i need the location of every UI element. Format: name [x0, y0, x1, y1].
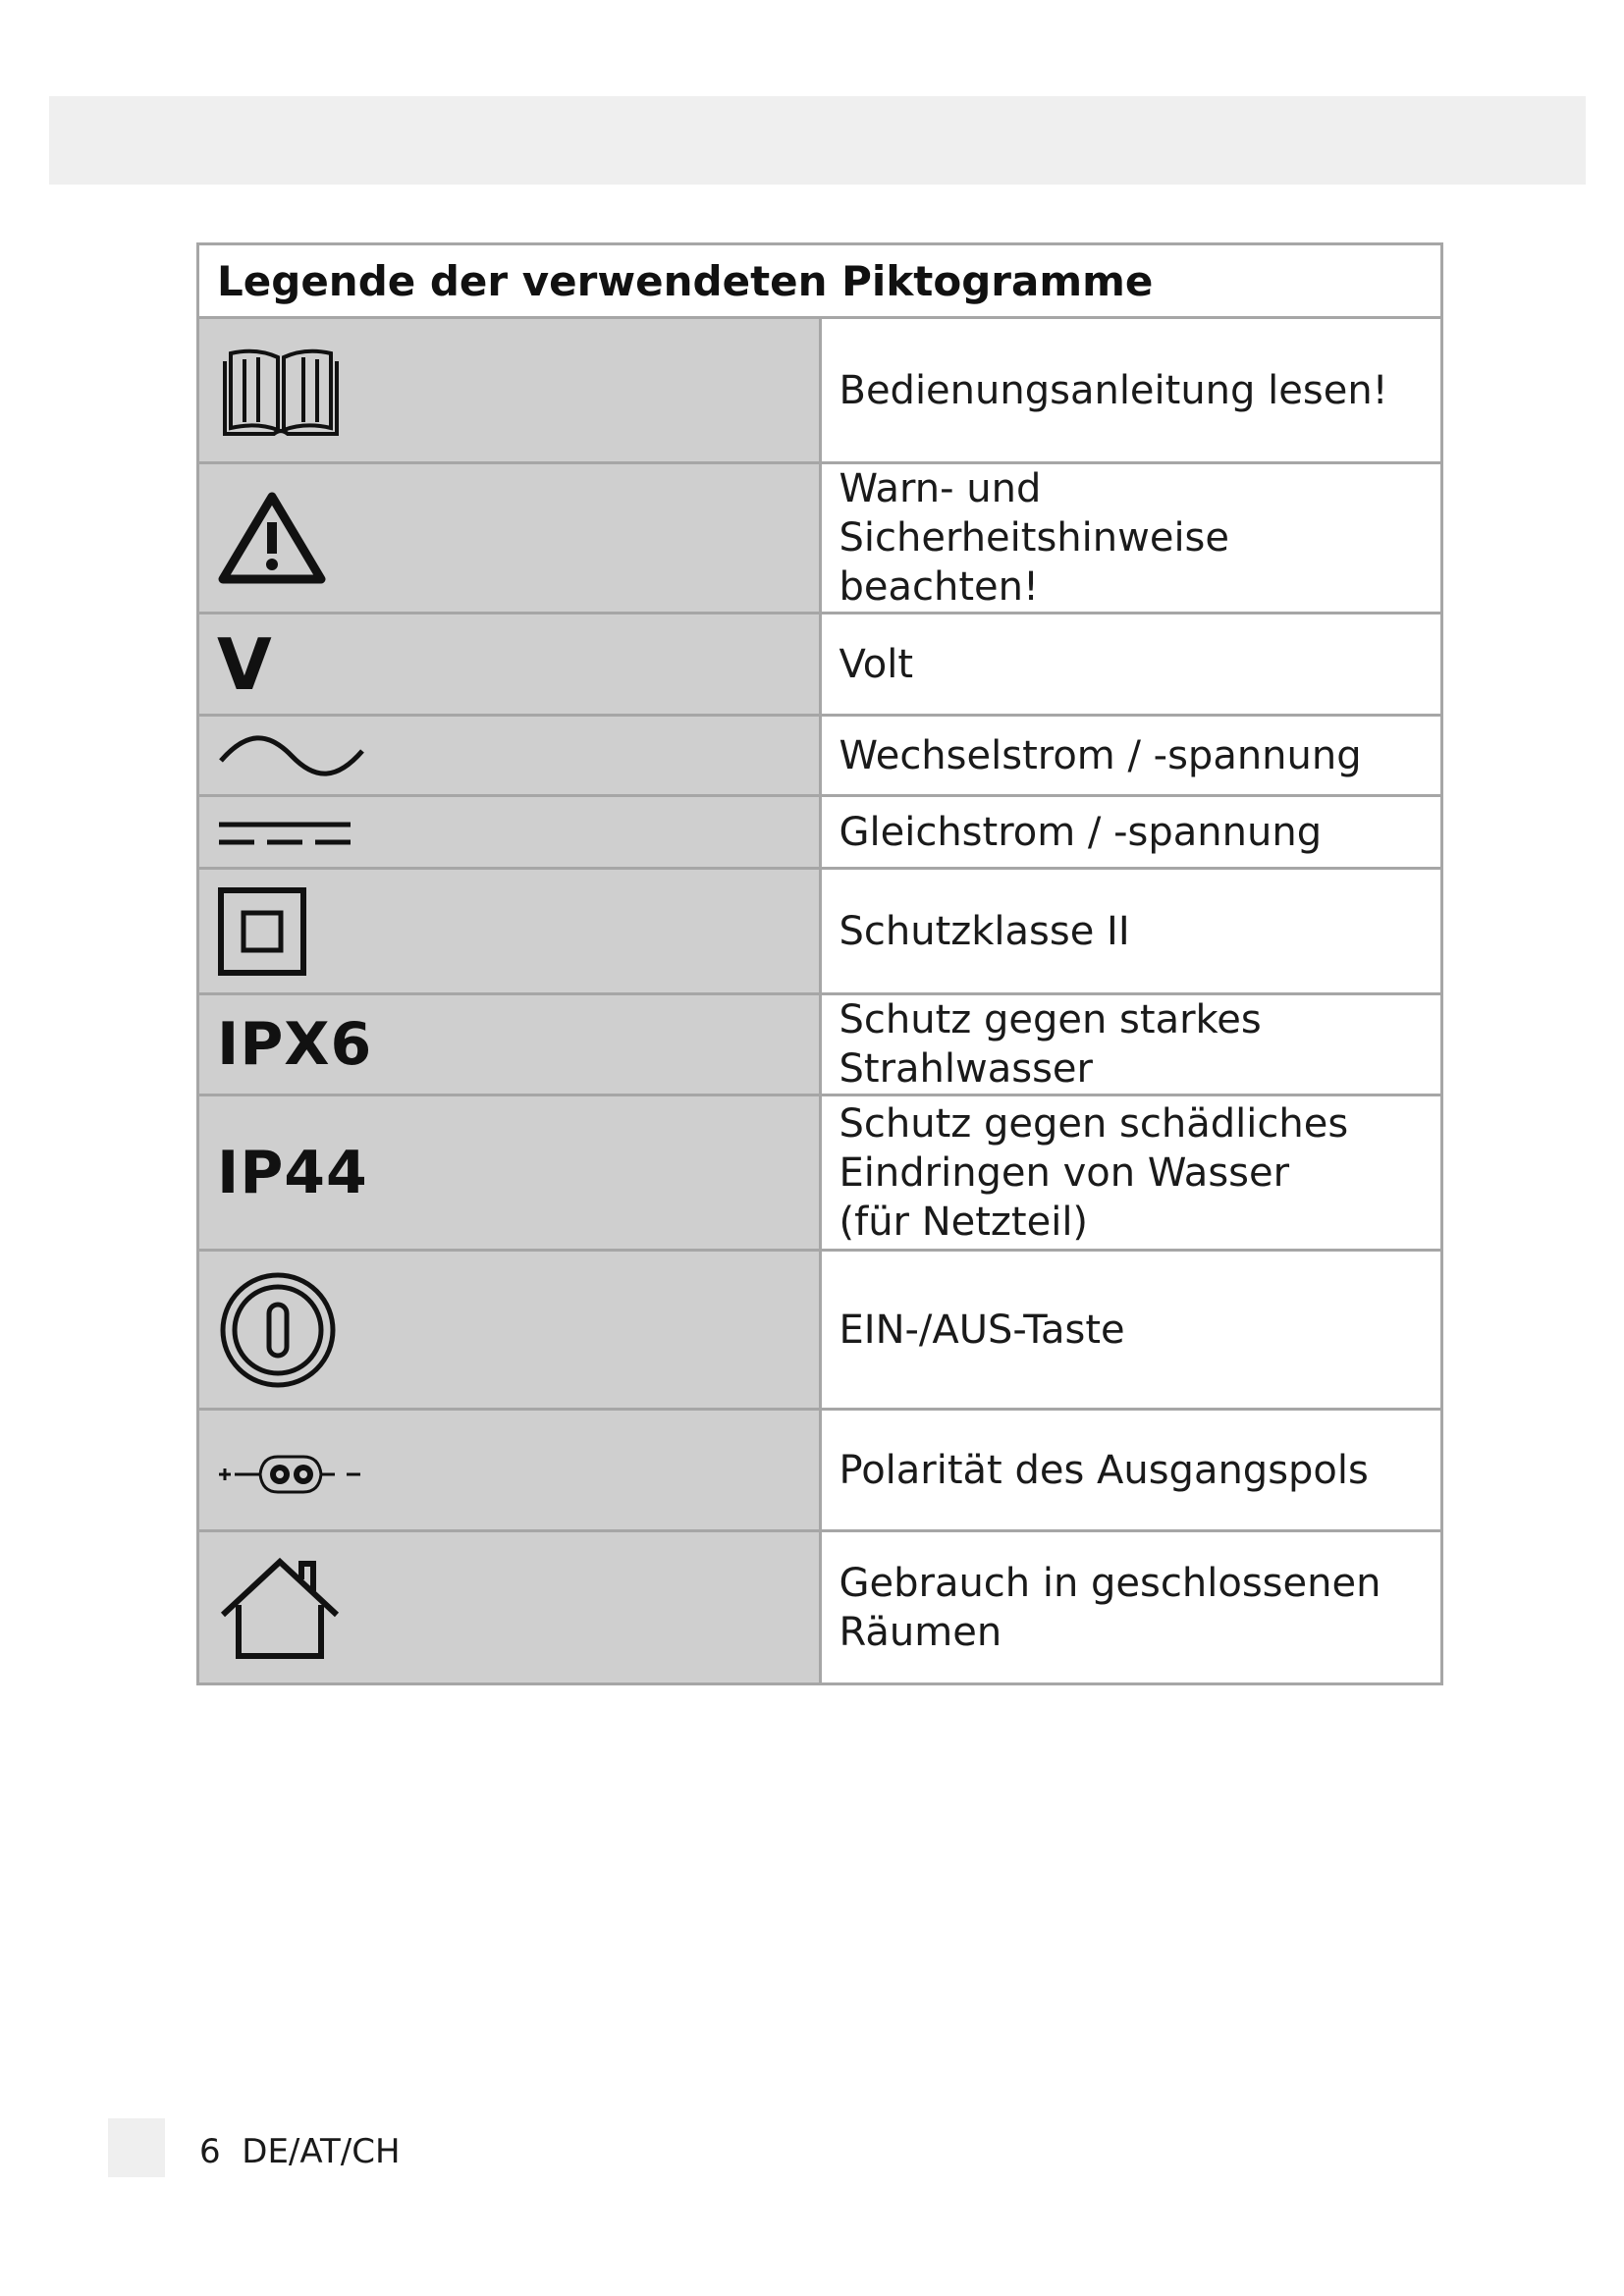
alternating-current-icon: [217, 731, 366, 780]
table-row: [198, 1095, 1442, 1251]
footer-marker: [108, 2118, 165, 2177]
legend-text: Gebrauch in geschlossenen Räumen: [820, 1531, 1442, 1684]
header-band: [49, 96, 1586, 185]
icon-cell: [198, 1410, 821, 1531]
direct-current-icon: [217, 813, 354, 852]
legend-title-row: [198, 244, 1442, 318]
protection-class-ii-icon: [217, 886, 307, 977]
page-footer: [199, 2132, 401, 2171]
legend-text: Volt: [820, 614, 1442, 716]
legend-text: Schutzklasse II: [820, 869, 1442, 994]
icon-cell: [198, 716, 821, 796]
legend-title: Legende der verwendeten Piktogramme: [198, 244, 1442, 318]
icon-cell: [198, 1531, 821, 1684]
page-number: 6: [199, 2132, 221, 2171]
legend-text: Polarität des Ausgangspols: [820, 1410, 1442, 1531]
region-label: DE/AT/CH: [242, 2132, 401, 2171]
table-row: [198, 1251, 1442, 1410]
legend-text: EIN-/AUS-Taste: [820, 1251, 1442, 1410]
legend-text-line1: Schutz gegen schädliches Eindringen von Wasser: [839, 1100, 1349, 1196]
table-row: [198, 318, 1442, 463]
legend-text: Gleichstrom / -spannung: [820, 796, 1442, 869]
volt-icon: V: [217, 622, 273, 706]
pictogram-legend-table: [196, 242, 1443, 1685]
table-row: [198, 1531, 1442, 1684]
icon-cell: [198, 1251, 821, 1410]
icon-cell: [198, 614, 821, 716]
table-row: [198, 796, 1442, 869]
table-row: [198, 716, 1442, 796]
legend-text: Schutz gegen starkes Strahlwasser: [820, 994, 1442, 1095]
icon-cell: [198, 796, 821, 869]
polarity-icon: [217, 1441, 364, 1500]
legend-text: Warn- und Sicherheitshinweise beachten!: [820, 463, 1442, 614]
ip44-icon: IP44: [217, 1138, 368, 1207]
table-row: [198, 1410, 1442, 1531]
power-button-icon: [217, 1269, 339, 1391]
icon-cell: [198, 463, 821, 614]
table-row: [198, 463, 1442, 614]
table-row: [198, 994, 1442, 1095]
legend-text: [820, 1095, 1442, 1251]
warning-triangle-icon: [217, 491, 327, 585]
ipx6-icon: IPX6: [217, 1010, 373, 1079]
icon-cell: [198, 994, 821, 1095]
icon-cell: [198, 318, 821, 463]
indoor-house-icon: [217, 1554, 343, 1662]
table-row: [198, 869, 1442, 994]
icon-cell: [198, 869, 821, 994]
legend-text: Wechselstrom / -spannung: [820, 716, 1442, 796]
legend-text: Bedienungsanleitung lesen!: [820, 318, 1442, 463]
table-row: [198, 614, 1442, 716]
legend-text-line2: (für Netzteil): [839, 1199, 1089, 1245]
manual-book-icon: [217, 340, 345, 442]
icon-cell: [198, 1095, 821, 1251]
